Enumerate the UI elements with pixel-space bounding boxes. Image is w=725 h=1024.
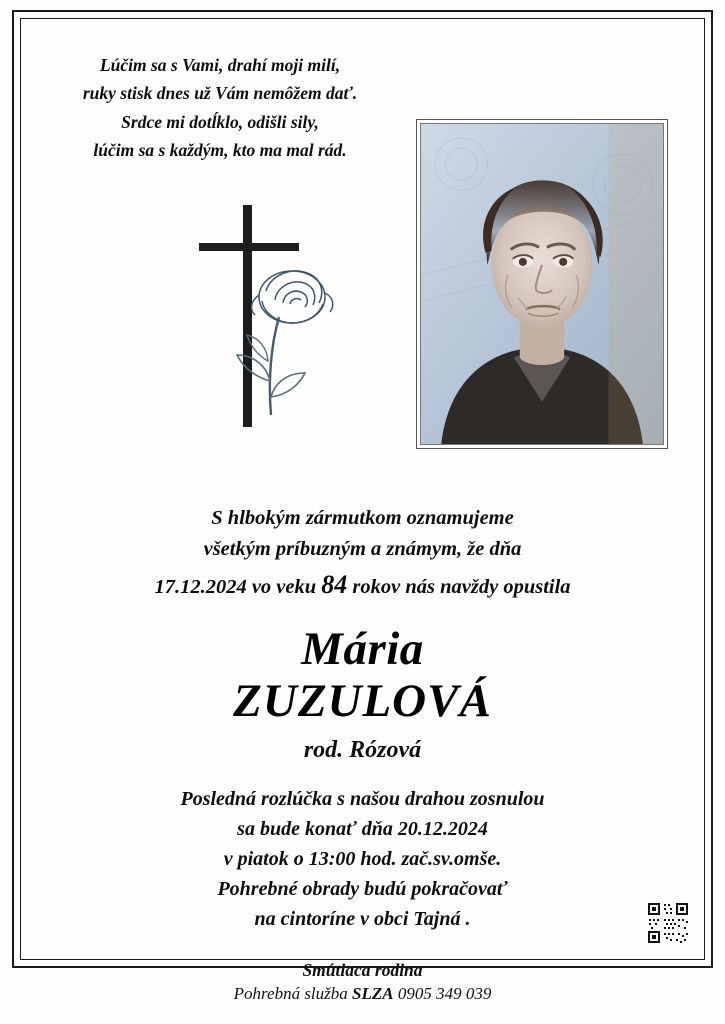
verse-line-3: Srdce mi dotĺklo, odišli sily,	[121, 111, 319, 132]
funeral-line-3: v piatok o 13:00 hod. zač.sv.omše.	[223, 848, 502, 871]
maiden-name: rod. Rózová	[303, 737, 422, 764]
funeral-details	[47, 784, 678, 934]
footer-service-line	[12, 984, 713, 1004]
outer-border	[12, 10, 713, 981]
age-value: 84	[321, 570, 348, 600]
announcement-text	[47, 503, 678, 605]
footer-service-name: SLZA	[352, 984, 394, 1003]
announcement-line-1: S hlbokým zármutkom oznamujeme	[211, 507, 514, 529]
verse-line-1: Lúčim sa s Vami, drahí moji milí,	[99, 55, 341, 75]
announcement-line-3	[47, 565, 678, 605]
first-name: Mária	[301, 622, 424, 675]
deceased-name	[47, 623, 678, 729]
memorial-verse	[55, 51, 385, 164]
cross-with-rose-icon	[167, 205, 367, 435]
verse-line-2: ruky stisk dnes už Vám nemôžem dať.	[82, 83, 358, 104]
funeral-line-2: sa bude konať dňa 20.12.2024	[237, 818, 488, 841]
footer-prefix: Pohrebná služba	[233, 984, 348, 1003]
last-name: ZUZULOVÁ	[233, 675, 492, 728]
qr-code-icon	[646, 901, 690, 945]
funeral-line-5: na cintoríne v obci Tajná .	[254, 908, 471, 931]
death-date: 17.12.2024 vo veku	[154, 576, 317, 599]
portrait-frame	[416, 119, 668, 449]
funeral-line-1: Posledná rozlúčka s našou drahou zosnulou	[180, 788, 545, 811]
funeral-line-4: Pohrebné obrady budú pokračovať	[217, 878, 508, 901]
verse-line-4: lúčim sa s každým, kto ma mal rád.	[93, 140, 347, 161]
inner-border	[20, 18, 705, 981]
portrait-photo	[420, 123, 664, 445]
announcement-line-2: všetkým príbuzným a známym, že dňa	[203, 538, 522, 561]
announcement-line-3-tail: rokov nás navždy opustila	[352, 576, 571, 599]
footer-phone: 0905 349 039	[397, 984, 492, 1003]
signature-text: Smútiaca rodina	[302, 960, 423, 981]
header-section	[47, 37, 678, 447]
